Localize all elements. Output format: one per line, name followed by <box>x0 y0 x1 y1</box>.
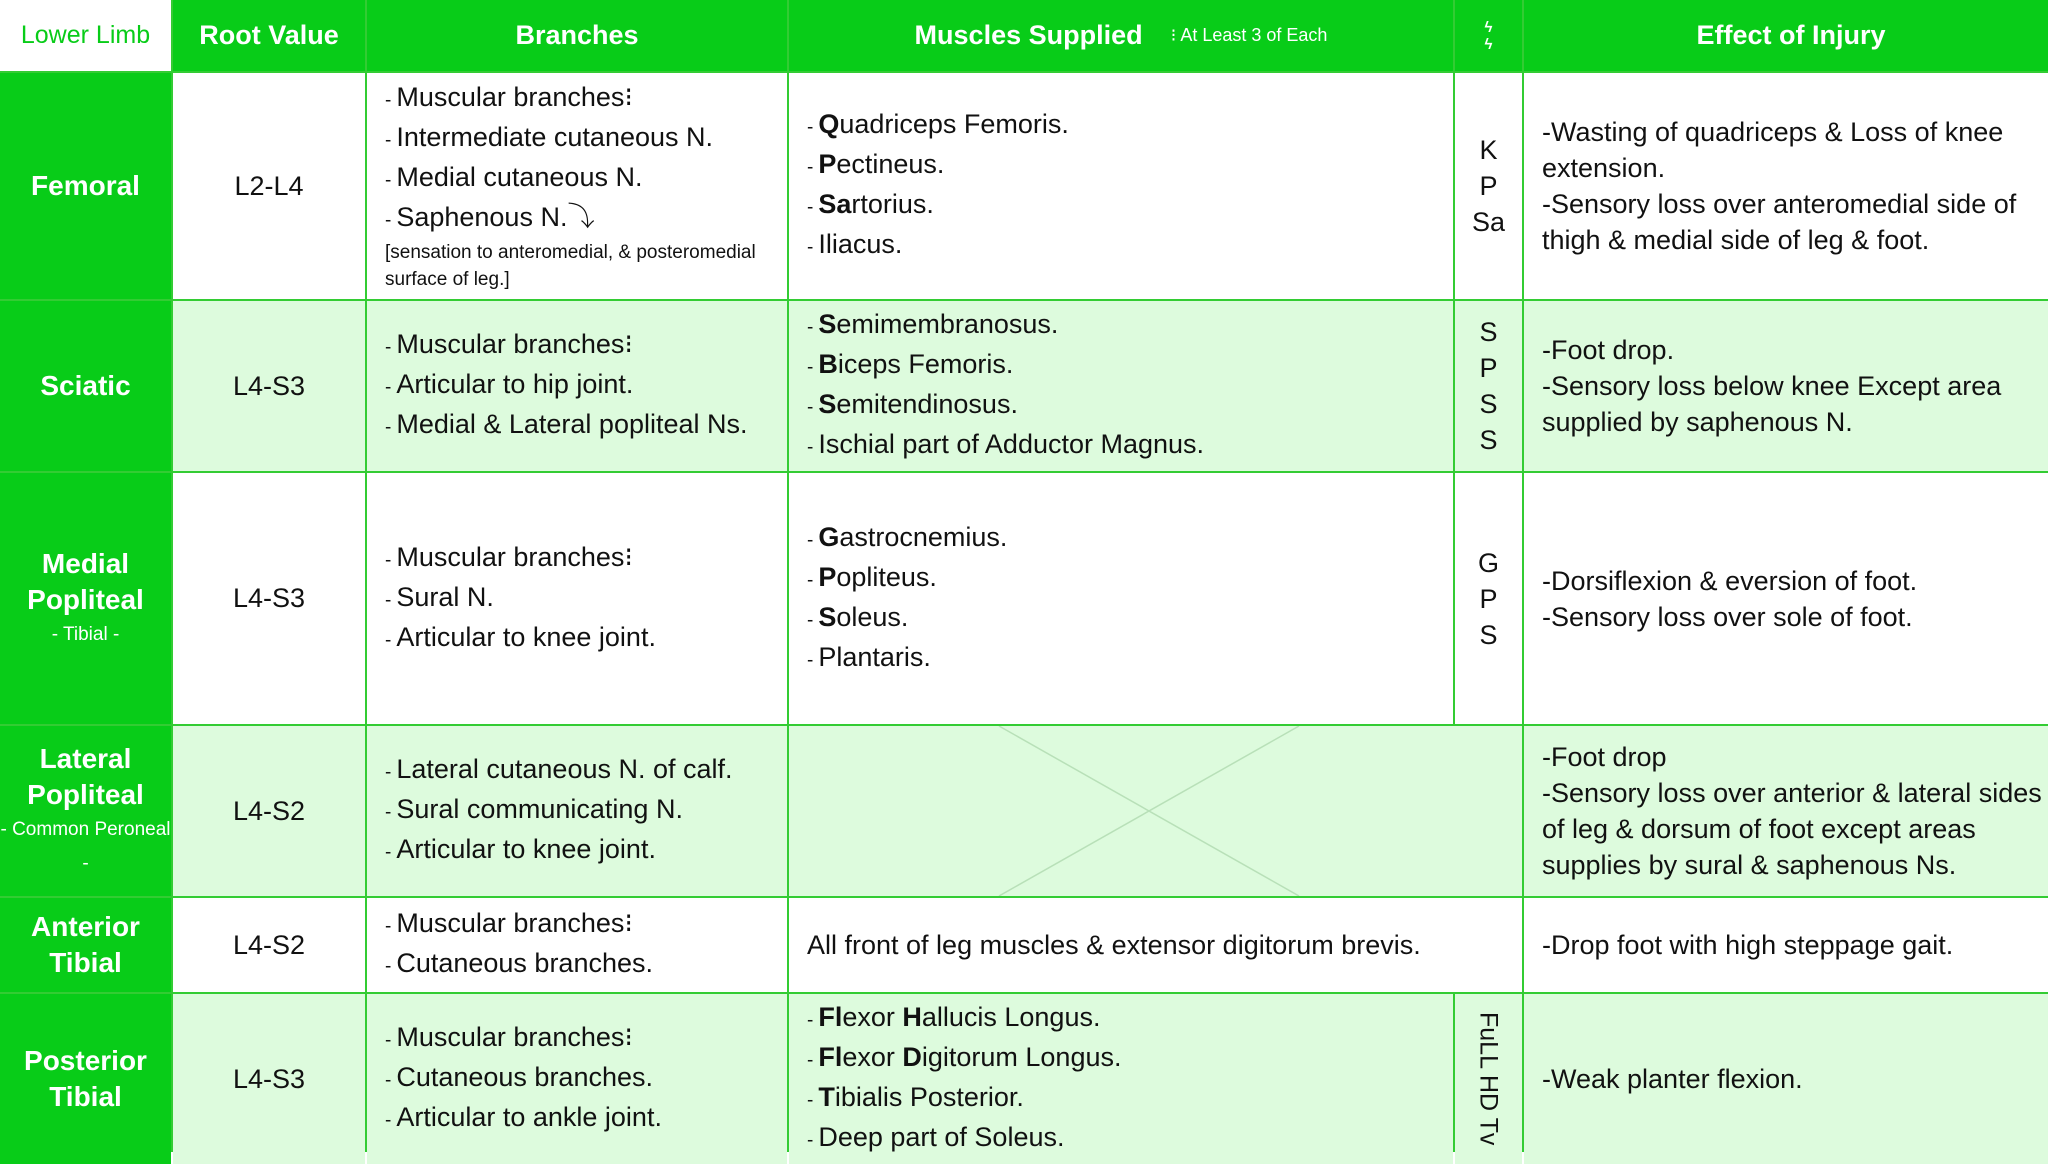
root-value: L4-S3 <box>173 301 365 471</box>
list-item: -Weak planter flexion. <box>1542 1064 1803 1094</box>
muscles-list <box>789 301 1453 471</box>
list-item: - Articular to knee joint. <box>385 621 656 652</box>
list-item: - Cutaneous branches. <box>385 1062 653 1092</box>
root-value: L4-S2 <box>173 726 365 896</box>
list-item: - Semitendinosus. <box>807 389 1018 419</box>
list-item: - Flexor Digitorum Longus. <box>807 1042 1122 1072</box>
header-branches: Branches <box>367 0 787 71</box>
mnemonic-vertical: FuLL HD Tv <box>1474 1012 1503 1146</box>
nerve-name-lateral-popliteal: Lateral Popliteal - Common Peroneal - <box>0 726 171 896</box>
empty-muscles-cell <box>789 726 1522 896</box>
muscles-supplied-label: Muscles Supplied <box>914 20 1143 50</box>
list-item: - Articular to knee joint. <box>385 834 656 864</box>
list-item: - Muscular branches⁝ <box>385 329 634 359</box>
list-item: -Sensory loss below knee Except area supplied by saphenous N. <box>1542 371 2002 437</box>
nerve-alt-name: - Common Peroneal - <box>0 819 171 874</box>
root-value: L2-L4 <box>173 73 365 299</box>
header-muscles-supplied <box>789 0 1453 71</box>
muscles-note: ⁝ At Least 3 of Each <box>1170 25 1328 45</box>
list-item: - Muscular branches⁝ <box>385 541 634 572</box>
effect-of-injury <box>1524 73 2048 299</box>
mnemonic: G P S <box>1455 473 1522 724</box>
list-item: - Tibialis Posterior. <box>807 1082 1024 1112</box>
nerve-name-anterior-tibial: Anterior Tibial <box>0 898 171 992</box>
list-item: - Muscular branches⁝ <box>385 908 634 938</box>
root-value: L4-S3 <box>173 994 365 1164</box>
branches-list <box>367 726 787 896</box>
nerve-name-sciatic: Sciatic <box>0 301 171 471</box>
list-item: -Foot drop. <box>1542 335 1675 365</box>
root-value: L4-S2 <box>173 898 365 992</box>
list-item: - Sural communicating N. <box>385 794 683 824</box>
mnemonic: S P S S <box>1455 301 1522 471</box>
list-item: - Sural N. <box>385 581 494 612</box>
mnemonic: K P Sa <box>1455 73 1522 299</box>
branches-list <box>367 73 787 299</box>
list-item: - Deep part of Soleus. <box>807 1122 1065 1152</box>
list-item: - Articular to hip joint. <box>385 369 634 399</box>
list-item: - Biceps Femoris. <box>807 349 1014 379</box>
list-item: - Lateral cutaneous N. of calf. <box>385 754 733 784</box>
nerve-name-posterior-tibial: Posterior Tibial <box>0 994 171 1164</box>
list-item: - Medial cutaneous N. <box>385 162 643 192</box>
muscles-list <box>789 73 1453 299</box>
list-item: - Flexor Hallucis Longus. <box>807 1002 1101 1032</box>
list-item: - Pectineus. <box>807 149 945 179</box>
effect-of-injury <box>1524 473 2048 724</box>
effect-of-injury <box>1524 898 2048 992</box>
list-item: -Wasting of quadriceps & Loss of knee extension. <box>1542 117 2004 183</box>
list-item: - Ischial part of Adductor Magnus. <box>807 429 1205 459</box>
list-item: - Articular to ankle joint. <box>385 1102 662 1132</box>
effect-of-injury <box>1524 994 2048 1164</box>
list-item: -Sensory loss over sole of foot. <box>1542 601 1913 632</box>
branches-list <box>367 301 787 471</box>
list-item: -Foot drop <box>1542 742 1667 772</box>
list-item: - Sartorius. <box>807 189 934 219</box>
list-item: - Medial & Lateral popliteal Ns. <box>385 409 748 439</box>
header-effect-of-injury: Effect of Injury <box>1524 0 2048 71</box>
list-item: -Sensory loss over anteromedial side of thigh & medial side of leg & foot. <box>1542 189 2017 255</box>
effect-of-injury <box>1524 726 2048 896</box>
nerve-alt-name: - Tibial - <box>51 623 120 645</box>
list-item: - Iliacus. <box>807 229 903 259</box>
header-mnemonic <box>1455 0 1522 71</box>
list-item: - Muscular branches⁝ <box>385 1022 634 1052</box>
list-item: - Popliteus. <box>807 561 937 592</box>
branch-note: [sensation to anteromedial, & posteromedial surface of leg.] <box>385 242 756 290</box>
header-lower-limb: Lower Limb <box>0 0 171 71</box>
branches-list <box>367 473 787 724</box>
nerve-name-femoral: Femoral <box>0 73 171 299</box>
branches-list <box>367 898 787 992</box>
branches-list <box>367 994 787 1164</box>
list-item: - Plantaris. <box>807 641 931 672</box>
effect-of-injury <box>1524 301 2048 471</box>
list-item: - Soleus. <box>807 601 909 632</box>
list-item: - Quadriceps Femoris. <box>807 109 1069 139</box>
mnemonic <box>1455 994 1522 1164</box>
lightning-icon: ϟ <box>1484 35 1493 53</box>
lightning-icon: ϟ <box>1484 18 1493 36</box>
list-item: - Cutaneous branches. <box>385 948 653 978</box>
list-item: - Semimembranosus. <box>807 309 1059 339</box>
list-item: -Sensory loss over anterior & lateral sides of leg & dorsum of foot except areas supplies by sural & saphenous Ns. <box>1542 778 2042 880</box>
list-item: - Saphenous N.⤵ <box>385 202 595 232</box>
list-item: - Intermediate cutaneous N. <box>385 122 714 152</box>
header-root-value: Root Value <box>173 0 365 71</box>
muscles-list <box>789 994 1453 1164</box>
list-item: - Muscular branches⁝ <box>385 82 634 112</box>
nerve-name-medial-popliteal: Medial Popliteal - Tibial - <box>0 473 171 724</box>
muscles-list <box>789 473 1453 724</box>
list-item: -Drop foot with high steppage gait. <box>1542 930 1954 960</box>
list-item: -Dorsiflexion & eversion of foot. <box>1542 565 1918 596</box>
cross-mark <box>789 726 1522 896</box>
root-value: L4-S3 <box>173 473 365 724</box>
list-item: - Gastrocnemius. <box>807 521 1008 552</box>
muscles-text: All front of leg muscles & extensor digitorum brevis. <box>789 898 1522 992</box>
